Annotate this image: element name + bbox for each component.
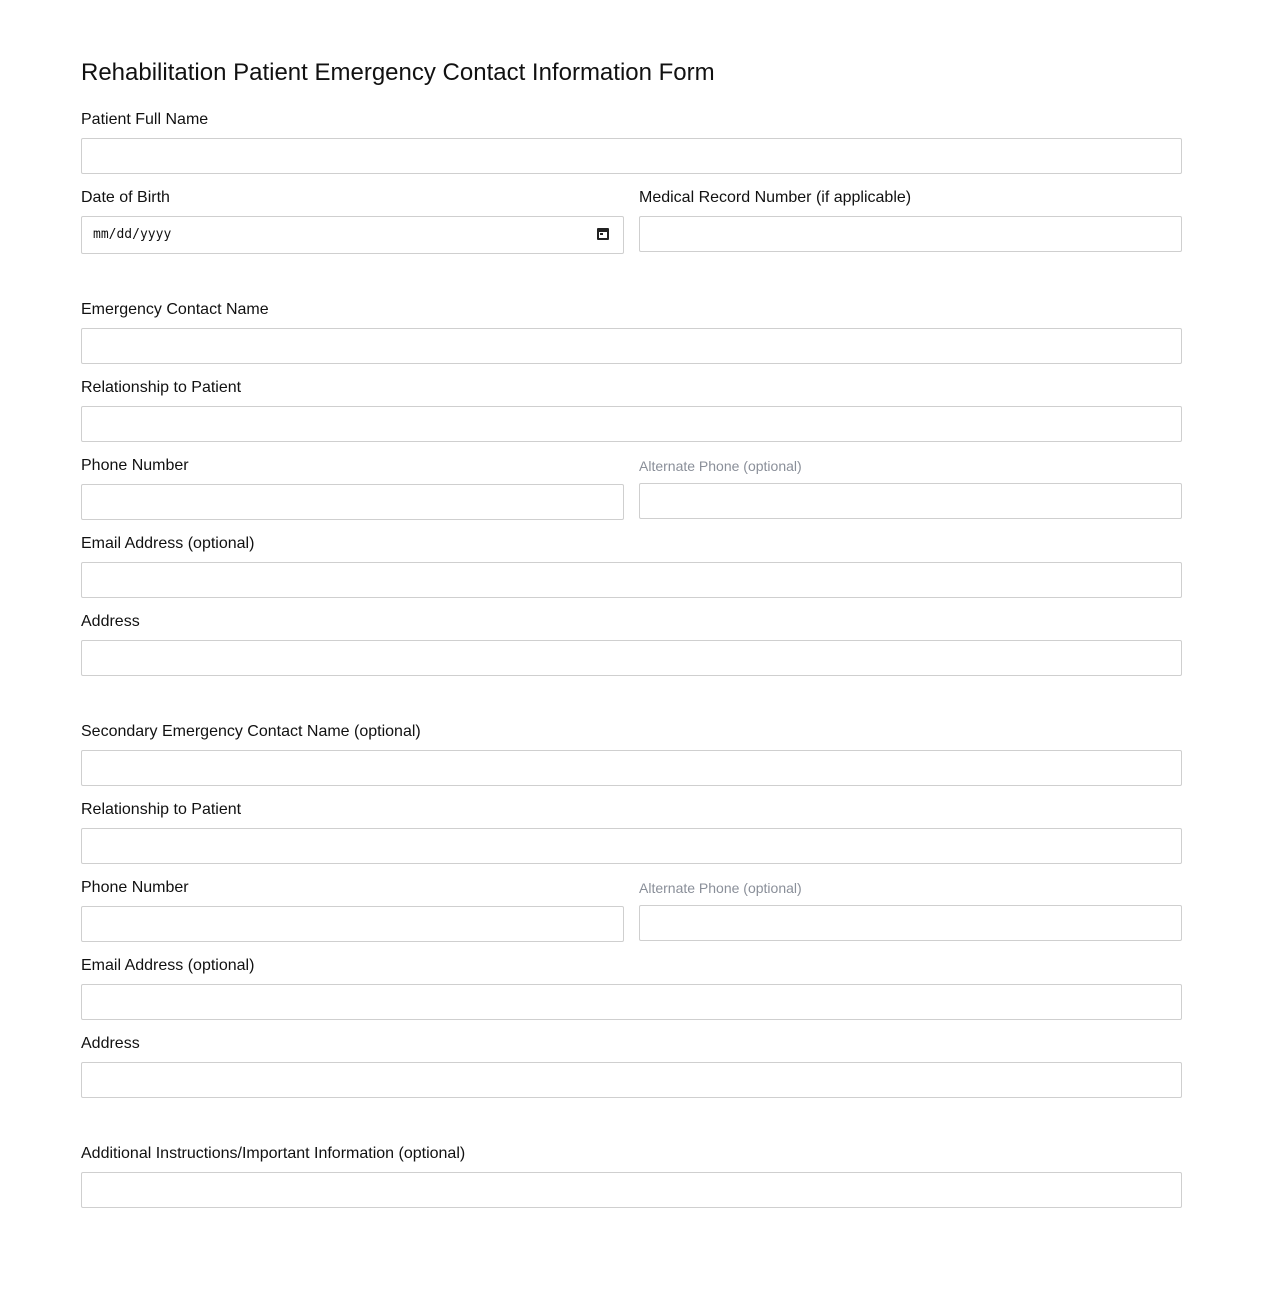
secondary-address-input[interactable] [81,1062,1182,1098]
secondary-contact-name-label: Secondary Emergency Contact Name (optional) [81,723,421,740]
patient-full-name-input[interactable] [81,138,1182,174]
emergency-contact-name-label: Emergency Contact Name [81,301,269,318]
additional-instructions-group [81,1144,1182,1208]
secondary-relationship-group [81,800,1182,864]
phone-number-label: Phone Number [81,457,189,474]
page-title: Rehabilitation Patient Emergency Contact Information Form [81,59,715,86]
email-address-input[interactable] [81,562,1182,598]
secondary-email-address-group [81,956,1182,1020]
address-group [81,612,1182,676]
secondary-contact-name-group [81,722,1182,786]
additional-instructions-input[interactable] [81,1172,1182,1208]
alternate-phone-group [639,456,1182,519]
secondary-address-label: Address [81,1035,140,1052]
emergency-contact-name-group [81,300,1182,364]
secondary-phone-number-group [81,878,624,942]
address-label: Address [81,613,140,630]
date-of-birth-input[interactable] [81,216,624,254]
secondary-address-group [81,1034,1182,1098]
email-address-label: Email Address (optional) [81,535,255,552]
secondary-alternate-phone-input[interactable] [639,905,1182,941]
secondary-alternate-phone-label: Alternate Phone (optional) [639,880,802,896]
date-of-birth-label: Date of Birth [81,189,170,206]
secondary-phone-number-label: Phone Number [81,879,189,896]
phone-number-input[interactable] [81,484,624,520]
date-of-birth-group [81,188,624,254]
email-address-group [81,534,1182,598]
additional-instructions-label: Additional Instructions/Important Information (optional) [81,1145,466,1162]
relationship-group [81,378,1182,442]
patient-full-name-group [81,110,1182,174]
phone-number-group [81,456,624,520]
secondary-contact-name-input[interactable] [81,750,1182,786]
medical-record-number-group [639,188,1182,252]
alternate-phone-input[interactable] [639,483,1182,519]
secondary-relationship-label: Relationship to Patient [81,801,242,818]
relationship-input[interactable] [81,406,1182,442]
secondary-email-address-label: Email Address (optional) [81,957,255,974]
medical-record-number-label: Medical Record Number (if applicable) [639,189,912,206]
relationship-label: Relationship to Patient [81,379,242,396]
secondary-alternate-phone-group [639,878,1182,941]
date-of-birth-placeholder: mm/dd/yyyy [93,227,172,242]
secondary-phone-number-input[interactable] [81,906,624,942]
calendar-icon[interactable] [597,228,609,240]
emergency-contact-name-input[interactable] [81,328,1182,364]
medical-record-number-input[interactable] [639,216,1182,252]
address-input[interactable] [81,640,1182,676]
secondary-relationship-input[interactable] [81,828,1182,864]
patient-full-name-label: Patient Full Name [81,111,209,128]
secondary-email-address-input[interactable] [81,984,1182,1020]
alternate-phone-label: Alternate Phone (optional) [639,458,802,474]
